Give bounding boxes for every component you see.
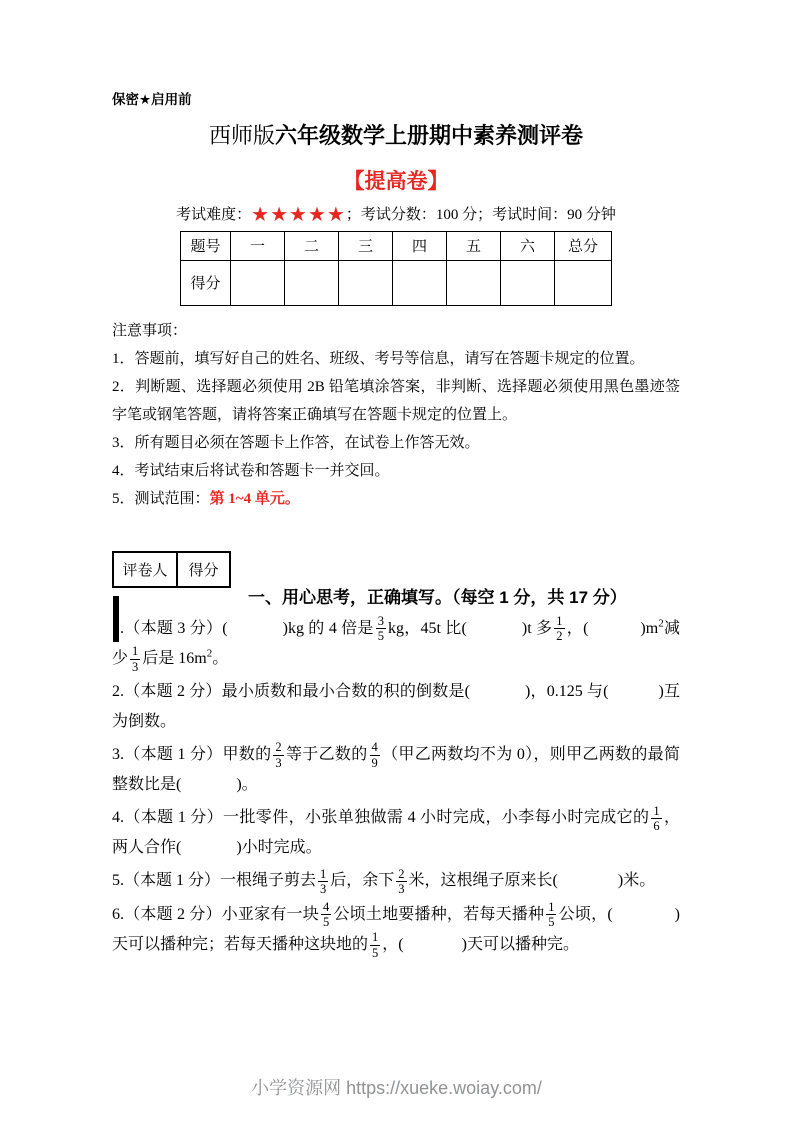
question-text: )，0.125 与( — [524, 682, 609, 700]
score-summary-table — [180, 231, 612, 306]
answer-blank-space — [558, 883, 618, 885]
question-text: 减少 — [112, 619, 680, 667]
question-text: )天可以播种完；若每天播种这块地的 — [112, 905, 680, 953]
question-text: 5.（本题 1 分）一根绳子剪去 — [112, 872, 317, 890]
answer-blank-space — [588, 631, 640, 633]
note-item — [112, 485, 680, 513]
note-item — [112, 373, 680, 429]
paper-level-badge: 【提高卷】 — [343, 169, 449, 193]
footer-site-link[interactable]: 小学资源网 https://xueke.woiay.com/ — [251, 1078, 542, 1098]
question-text: 后是 16m — [142, 649, 207, 667]
answer-blank-space — [613, 917, 675, 919]
fraction-denominator: 3 — [275, 755, 282, 770]
question-text: ，两人合作( — [112, 809, 680, 857]
question-text: 2.（本题 2 分）最小质数和最小合数的积的倒数是( — [112, 682, 470, 700]
question-text: kg，45t 比( — [387, 619, 467, 637]
note-item — [112, 429, 680, 457]
superscript: 2 — [658, 617, 664, 630]
answer-blank-space — [181, 850, 236, 852]
question-text: 公顷土地要播种，若每天播种 — [333, 905, 545, 923]
score-cell — [339, 260, 393, 305]
answer-blank-space — [404, 947, 462, 949]
page-title — [112, 122, 680, 150]
exam-score-time-label: ；考试分数：100 分；考试时间：90 分钟 — [345, 206, 616, 223]
fraction-denominator: 5 — [322, 915, 330, 930]
fraction — [130, 644, 140, 674]
question-text: ，( — [382, 935, 404, 953]
score-table-column-header: 五 — [447, 231, 501, 260]
fraction — [396, 867, 406, 897]
question-text: )天可以播种完。 — [461, 935, 579, 953]
fraction-denominator: 9 — [371, 755, 378, 770]
score-table-column-header: 二 — [285, 231, 339, 260]
fraction-numerator: 1 — [548, 899, 555, 914]
score-table-column-header: 六 — [501, 231, 555, 260]
score-cell — [447, 260, 501, 305]
score-summary-table-body — [181, 231, 612, 305]
exam-info-line — [112, 201, 680, 228]
question-text: 1.（本题 3 分）( — [112, 619, 228, 637]
answer-blank-space — [181, 787, 236, 789]
note-text: 2．判断题、选择题必须使用 2B 铅笔填涂答案，非判断、选择题必须使用黑色墨迹签字笔或钢笔答题，请将答案正确填写在答题卡规定的位置上。 — [112, 378, 680, 423]
note-text: 3．所有题目必须在答题卡上作答，在试卷上作答无效。 — [112, 434, 480, 451]
note-item — [112, 345, 680, 373]
score-table-column-header: 总分 — [555, 231, 612, 260]
question — [112, 614, 680, 674]
note-text: 4．考试结束后将试卷和答题卡一并交回。 — [112, 462, 390, 479]
answer-blank-space — [608, 694, 658, 696]
score-cell — [393, 260, 447, 305]
fraction-denominator: 5 — [372, 945, 379, 960]
question-text: 3.（本题 1 分）甲数的 — [112, 745, 272, 763]
notes-section — [112, 317, 680, 513]
question-text: )互为倒数。 — [112, 682, 680, 730]
section-1-title: 一、用心思考，正确填写。（每空 1 分，共 17 分） — [248, 587, 627, 607]
fraction-numerator: 1 — [556, 613, 563, 628]
note-highlight: 第 1~4 单元。 — [209, 490, 300, 507]
notes-list — [112, 345, 680, 513]
notes-title: 注意事项： — [112, 322, 188, 339]
question-text: 等于乙数的 — [285, 745, 368, 763]
footer-credit — [0, 1074, 793, 1100]
question-text: 。 — [212, 649, 229, 667]
question-text: )m — [640, 619, 659, 637]
fraction-denominator: 2 — [556, 629, 563, 644]
question-text: （甲乙两数均不为 0），则甲乙两数的最简整数比是( — [112, 745, 680, 794]
fraction-denominator: 5 — [377, 629, 384, 644]
score-cell — [501, 260, 555, 305]
note-text: 5．测试范围： — [112, 490, 210, 507]
grader-score-box-body — [113, 552, 230, 606]
answer-blank-space — [228, 631, 283, 633]
score-table-column-header: 三 — [339, 231, 393, 260]
grader-box-header-cell: 评卷人 — [113, 552, 177, 587]
question-text: 6.（本题 2 分）小亚家有一块 — [112, 905, 319, 923]
score-table-corner-cell: 题号 — [181, 231, 231, 260]
questions-list — [112, 614, 680, 960]
fraction-numerator: 1 — [320, 866, 327, 881]
score-table-header-row — [181, 231, 612, 260]
fraction-numerator: 2 — [275, 740, 282, 755]
grader-box-header-cell: 得分 — [177, 552, 230, 587]
question-text: )小时完成。 — [236, 839, 322, 857]
question-text: )kg 的 4 倍是 — [282, 619, 374, 637]
question-text: ，( — [566, 619, 589, 637]
secrecy-label: 保密★启用前 — [112, 92, 192, 107]
fraction-denominator: 5 — [548, 915, 555, 930]
question-text: 公顷，( — [558, 905, 613, 923]
question-text: 后，余下 — [330, 872, 395, 890]
fraction-numerator: 1 — [653, 803, 660, 818]
grader-score-box — [112, 551, 231, 606]
difficulty-stars-icon: ★★★★★ — [251, 201, 346, 226]
question — [112, 677, 680, 737]
fraction-denominator: 3 — [320, 882, 327, 897]
question-text: 4.（本题 1 分）一批零件，小张单独做需 4 小时完成，小李每小时完成它的 — [112, 809, 650, 827]
question-text: 米，这根绳子原来长( — [408, 872, 558, 890]
question — [112, 866, 680, 896]
answer-blank-space — [467, 631, 522, 633]
fraction — [321, 900, 331, 930]
score-table-score-row — [181, 260, 612, 305]
note-item — [112, 457, 680, 485]
fraction — [651, 804, 661, 834]
score-cell — [285, 260, 339, 305]
fraction-numerator: 2 — [398, 866, 405, 881]
answer-blank-space — [470, 694, 525, 696]
score-table-column-header: 一 — [231, 231, 285, 260]
fraction — [273, 740, 283, 770]
question — [112, 900, 680, 960]
question-text: )。 — [236, 776, 258, 794]
grader-box-blank-row — [113, 596, 119, 598]
question-text: )米。 — [617, 872, 656, 890]
score-table-column-header: 四 — [393, 231, 447, 260]
fraction-denominator: 3 — [132, 659, 139, 674]
title-main: 六年级数学上册期中素养测评卷 — [275, 123, 584, 148]
fraction — [546, 900, 556, 930]
fraction — [554, 614, 564, 644]
fraction-numerator: 4 — [371, 740, 378, 755]
note-text: 1．答题前，填写好自己的姓名、班级、考号等信息，请写在答题卡规定的位置。 — [112, 350, 645, 367]
fraction-numerator: 4 — [322, 899, 330, 914]
difficulty-label: 考试难度： — [176, 206, 252, 223]
score-row-label: 得分 — [181, 260, 231, 305]
fraction-denominator: 3 — [398, 882, 405, 897]
fraction-denominator: 6 — [653, 818, 660, 833]
fraction — [318, 867, 328, 897]
fraction — [370, 930, 380, 960]
question — [112, 803, 680, 863]
fraction-numerator: 1 — [372, 930, 379, 945]
fraction-numerator: 1 — [132, 644, 139, 659]
title-prefix: 西师版 — [208, 123, 275, 148]
fraction — [376, 614, 386, 644]
fraction — [370, 740, 380, 770]
score-cell — [555, 260, 612, 305]
score-cell — [231, 260, 285, 305]
section-1-header-row — [112, 551, 680, 608]
fraction-numerator: 3 — [377, 613, 384, 628]
grader-box-header-row — [113, 552, 230, 587]
question-text: )t 多 — [521, 619, 553, 637]
page-content — [112, 88, 680, 963]
superscript: 2 — [206, 647, 213, 660]
question — [112, 740, 680, 800]
